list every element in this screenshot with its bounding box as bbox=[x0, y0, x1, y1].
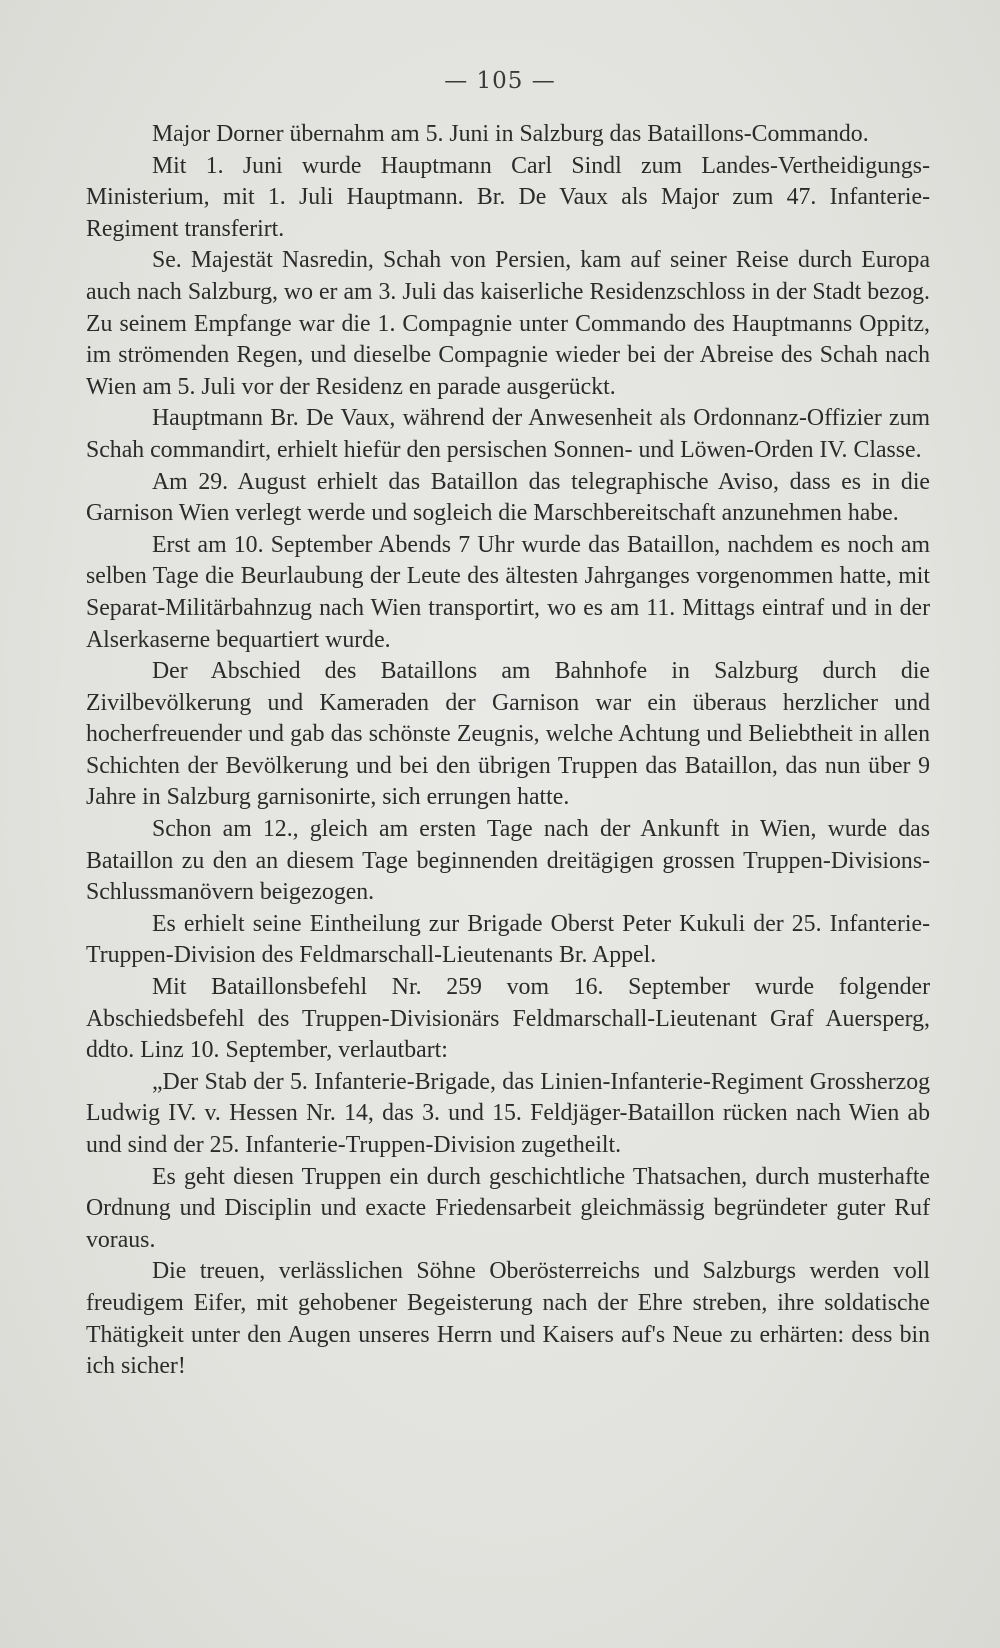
paragraph-battalion-order: Mit Bataillonsbefehl Nr. 259 vom 16. September wurde folgender Abschiedsbefehl des Truppen-Divisionärs Feldmarschall-Lieutenant Graf Auersperg, ddto. Linz 10. September, verlautbart: bbox=[86, 974, 930, 1064]
paragraph-manoeuvres: Schon am 12., gleich am ersten Tage nach der Ankunft in Wien, wurde das Bataillon zu den an diesem Tage beginnenden dreitägigen grossen Truppen-Divisions-Schlussmanövern beigezogen. bbox=[86, 816, 930, 906]
paragraph-garrison-notice: Am 29. August erhielt das Bataillon das telegraphische Aviso, dass es in die Garnison Wien verlegt werde und sogleich die Marschbereitschaft anzunehmen habe. bbox=[86, 468, 930, 527]
paragraph-quote-2: Es geht diesen Truppen ein durch geschichtliche Thatsachen, durch musterhafte Ordnung und Disciplin und exacte Friedensarbeit gleichmässig begründeter guter Ruf voraus. bbox=[86, 1163, 930, 1253]
paragraph-order-award: Hauptmann Br. De Vaux, während der Anwesenheit als Ordonnanz-Offizier zum Schah commandirt, erhielt hiefür den persischen Sonnen- und Löwen-Orden IV. Classe. bbox=[86, 405, 930, 463]
paragraph-transport: Erst am 10. September Abends 7 Uhr wurde das Bataillon, nachdem es noch am selben Tage die Beurlaubung der Leute des ältesten Jahrganges vorgenommen hatte, mit Separat-Militärbahnzug nach Wien transportirt, wo es am 11. Mittags eintraf und in der Alserkaserne bequartiert wurde. bbox=[86, 531, 930, 653]
paragraph-brigade: Es erhielt seine Eintheilung zur Brigade Oberst Peter Kukuli der 25. Infanterie-Truppen-Division des Feldmarschall-Lieutenants Br. Appel. bbox=[86, 910, 930, 969]
paragraph-transfers: Mit 1. Juni wurde Hauptmann Carl Sindl zum Landes-Vertheidigungs-Ministerium, mit 1. Juli Hauptmann. Br. De Vaux als Major zum 47. Infanterie-Regiment transferirt. bbox=[86, 152, 930, 242]
paragraph-quote-3: Die treuen, verlässlichen Söhne Oberösterreichs und Salzburgs werden voll freudigem Eifer, mit gehobener Begeisterung nach der Ehre streben, ihre soldatische Thätigkeit unter den Augen unseres Herrn und Kaisers auf's Neue zu erhärten: dess bin ich sicher! bbox=[86, 1258, 930, 1380]
paragraph-quote-1: „Der Stab der 5. Infanterie-Brigade, das Linien-Infanterie-Regiment Grossherzog Ludwig IV. v. Hessen Nr. 14, das 3. und 15. Feldjäger-Bataillon rücken nach Wien ab und sind der 25. Infanterie-Truppen-Division zugetheilt. bbox=[86, 1068, 930, 1158]
paragraph-schah-visit: Se. Majestät Nasredin, Schah von Persien, kam auf seiner Reise durch Europa auch nach Salzburg, wo er am 3. Juli das kaiserliche Residenzschloss in der Stadt bezog. Zu seinem Empfange war die 1. Compagnie unter Commando des Hauptmanns Oppitz, im strömenden Regen, und dieselbe Compagnie wieder bei der Abreise des Schah nach Wien am 5. Juli vor der Residenz en parade ausgerückt. bbox=[86, 247, 930, 400]
paragraph-farewell: Der Abschied des Bataillons am Bahnhofe in Salzburg durch die Zivilbevölkerung und Kameraden der Garnison war ein überaus herzlicher und hocherfreuender und gab das schönste Zeugnis, welche Achtung und Beliebtheit in allen Schichten der Bevölkerung und bei den übrigen Truppen das Bataillon, das nun über 9 Jahre in Salzburg garnisonirte, sich errungen hatte. bbox=[86, 658, 930, 811]
page-number: — 105 — bbox=[444, 68, 556, 94]
paragraph-commando: Major Dorner übernahm am 5. Juni in Salzburg das Bataillons-Commando. bbox=[152, 121, 869, 147]
body-text bbox=[86, 119, 930, 1383]
